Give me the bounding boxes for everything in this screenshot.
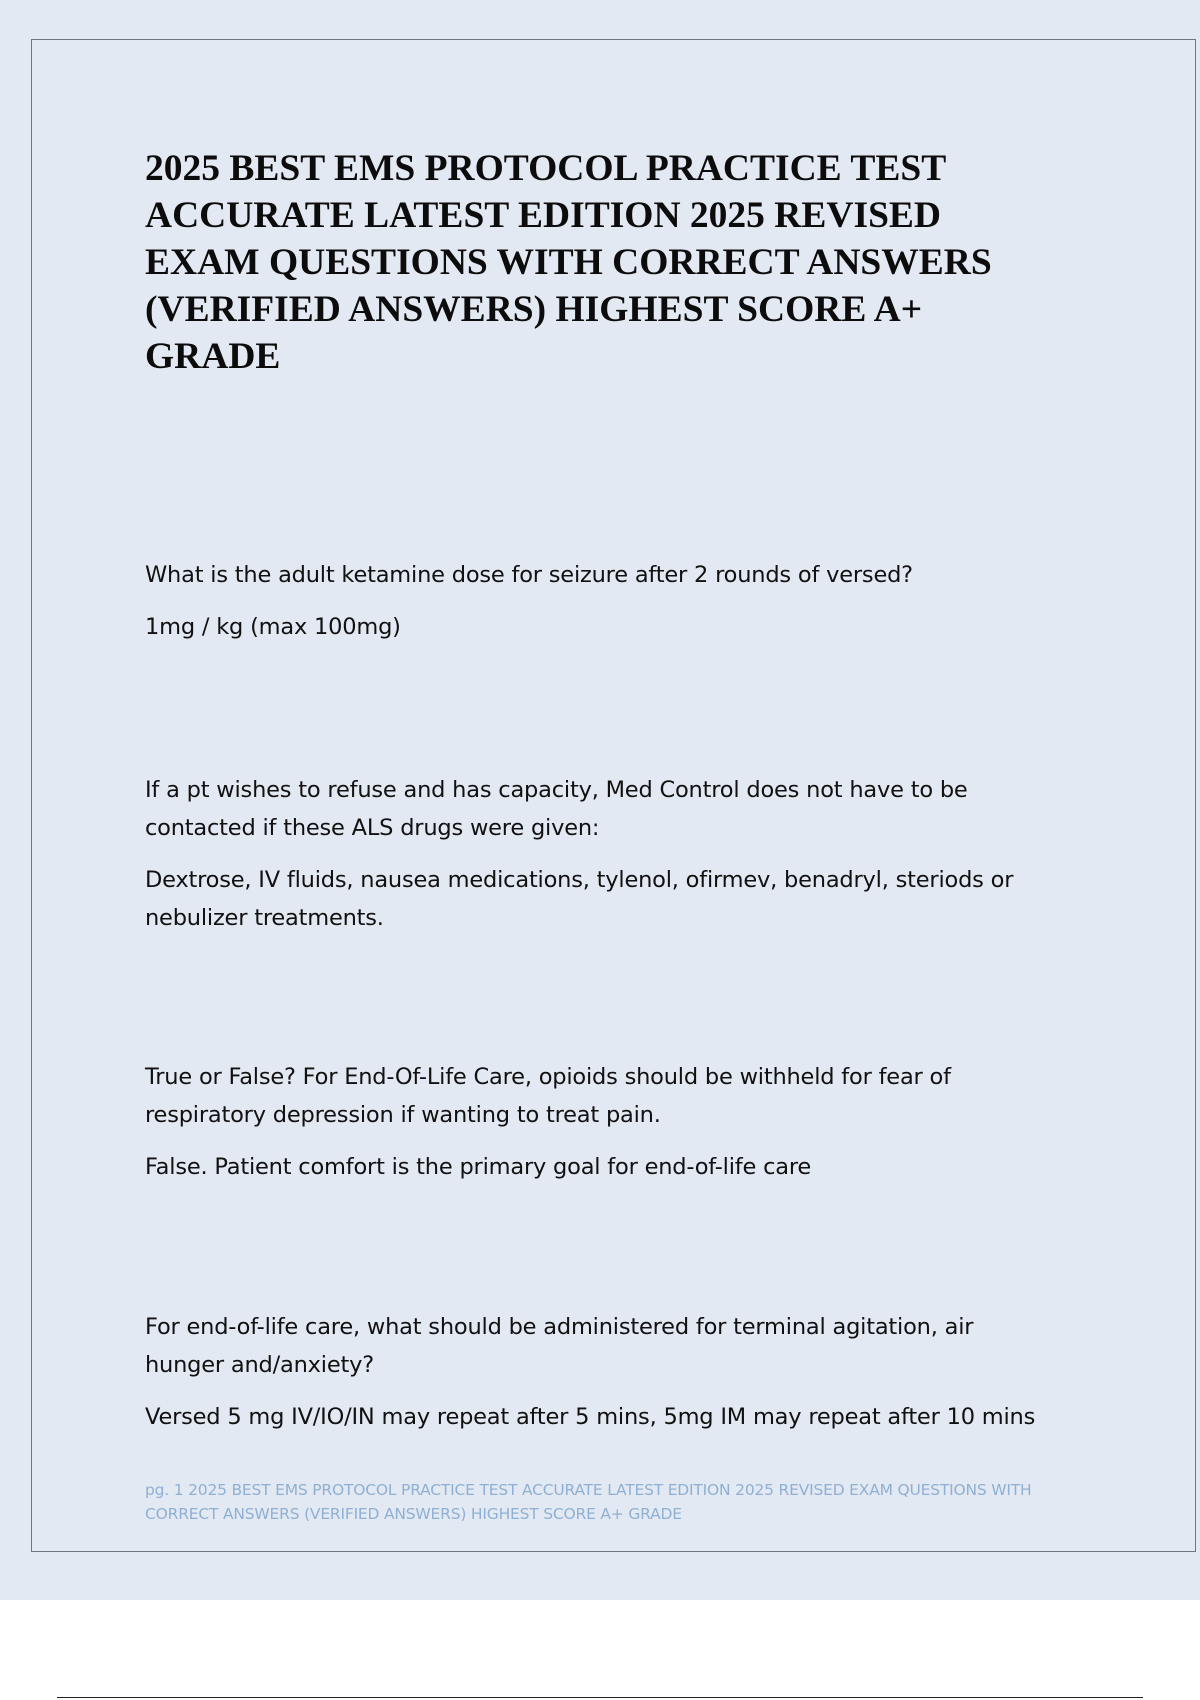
- question-text: True or False? For End-Of-Life Care, opioids should be withheld for fear of respiratory depression if wanting to treat pain.: [145, 1064, 951, 1128]
- page-footer: pg. 1 2025 BEST EMS PROTOCOL PRACTICE TEST ACCURATE LATEST EDITION 2025 REVISED EXAM QUESTIONS WITH CORRECT ANSWERS (VERIFIED ANSWERS) HIGHEST SCORE A+ GRADE: [145, 1481, 1032, 1523]
- question-text: What is the adult ketamine dose for seizure after 2 rounds of versed?: [145, 562, 913, 588]
- question-text: If a pt wishes to refuse and has capacity, Med Control does not have to be contacted if these ALS drugs were given:: [145, 777, 968, 841]
- qa-item: [145, 771, 1085, 937]
- answer-text: 1mg / kg (max 100mg): [145, 614, 401, 640]
- document-title: 2025 BEST EMS PROTOCOL PRACTICE TEST ACCURATE LATEST EDITION 2025 REVISED EXAM QUESTIONS WITH CORRECT ANSWERS (VERIFIED ANSWERS) HIGHEST SCORE A+ GRADE: [145, 148, 992, 377]
- answer-text: Dextrose, IV fluids, nausea medications, tylenol, ofirmev, benadryl, steriods or nebulizer treatments.: [145, 867, 1014, 931]
- answer-text: Versed 5 mg IV/IO/IN may repeat after 5 mins, 5mg IM may repeat after 10 mins: [145, 1404, 1036, 1430]
- answer-text: False. Patient comfort is the primary goal for end-of-life care: [145, 1154, 812, 1180]
- qa-item: [145, 1058, 1085, 1186]
- qa-item: [145, 1308, 1085, 1436]
- divider: [57, 1697, 1143, 1698]
- question-text: For end-of-life care, what should be administered for terminal agitation, air hunger and/anxiety?: [145, 1314, 974, 1378]
- qa-item: [145, 556, 1085, 646]
